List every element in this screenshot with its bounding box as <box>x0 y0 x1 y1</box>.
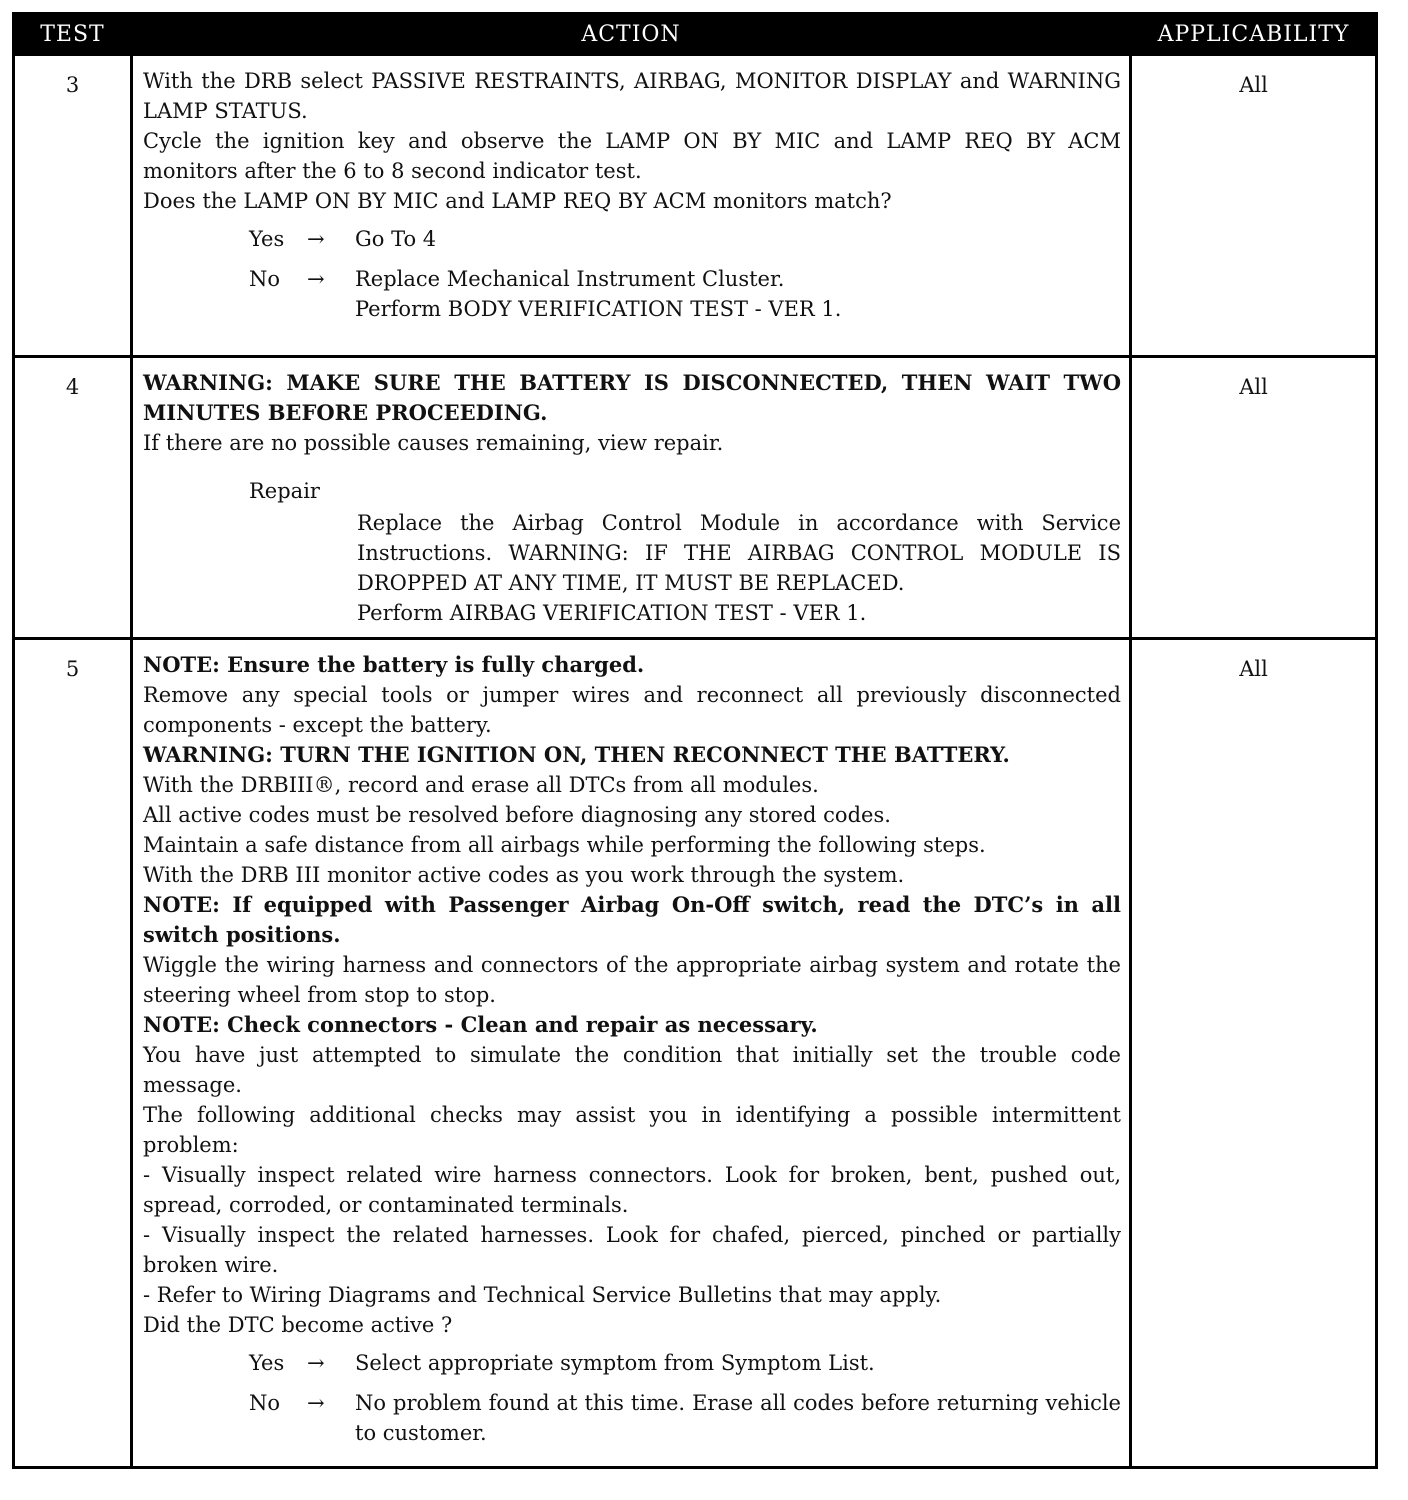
action-line: All active codes must be resolved before diagnosing any stored codes. <box>143 803 891 827</box>
action-cell <box>132 357 1131 639</box>
arrow-right-icon: → <box>307 267 325 291</box>
warning-text: WARNING: TURN THE IGNITION ON, THEN RECONNECT THE BATTERY. <box>143 742 1010 767</box>
repair-line: Replace the Airbag Control Module in accordance with Service Instructions. WARNING: IF THE AIRBAG CONTROL MODULE IS DROPPED AT ANY TIME, IT MUST BE REPLACED. <box>357 511 1121 595</box>
test-row-3 <box>14 55 1377 357</box>
no-option <box>249 264 1121 324</box>
answer-options <box>249 1348 1121 1448</box>
yes-result: Select appropriate symptom from Symptom List. <box>355 1351 875 1375</box>
header-row <box>14 14 1377 55</box>
test-row-4 <box>14 357 1377 639</box>
header-applicability: APPLICABILITY <box>1131 14 1377 55</box>
repair-text <box>357 508 1121 628</box>
yes-label: Yes <box>249 1351 285 1375</box>
note-text: NOTE: If equipped with Passenger Airbag On-Off switch, read the DTC’s in all switch positions. <box>143 892 1121 947</box>
action-cell <box>132 55 1131 357</box>
answer-options <box>249 224 1121 324</box>
action-line: - Visually inspect the related harnesses. Look for chafed, pierced, pinched or partially broken wire. <box>143 1223 1121 1277</box>
action-line: Wiggle the wiring harness and connectors of the appropriate airbag system and rotate the steering wheel from stop to stop. <box>143 953 1121 1007</box>
arrow-right-icon: → <box>307 1391 325 1415</box>
action-line: With the DRBIII®, record and erase all DTCs from all modules. <box>143 773 819 797</box>
no-result-line: Perform BODY VERIFICATION TEST - VER 1. <box>355 297 842 321</box>
no-label: No <box>249 267 281 291</box>
note-text: NOTE: Ensure the battery is fully charged. <box>143 652 645 677</box>
no-result-line: Replace Mechanical Instrument Cluster. <box>355 267 785 291</box>
repair-line: Perform AIRBAG VERIFICATION TEST - VER 1. <box>357 601 867 625</box>
warning-text: WARNING: MAKE SURE THE BATTERY IS DISCONNECTED, THEN WAIT TWO MINUTES BEFORE PROCEEDING. <box>143 370 1121 425</box>
applicability-cell: All <box>1131 55 1377 357</box>
action-line: Did the DTC become active ? <box>143 1313 453 1337</box>
header-test: TEST <box>14 14 132 55</box>
arrow-right-icon: → <box>307 227 325 251</box>
diagnostic-test-table-wrapper <box>12 12 1378 1482</box>
action-cell <box>132 639 1131 1468</box>
applicability-cell: All <box>1131 639 1377 1468</box>
action-line: The following additional checks may assist you in identifying a possible intermittent problem: <box>143 1103 1121 1157</box>
action-line: You have just attempted to simulate the condition that initially set the trouble code message. <box>143 1043 1121 1097</box>
yes-label: Yes <box>249 227 285 251</box>
test-number: 3 <box>14 55 132 357</box>
header-action: ACTION <box>132 14 1131 55</box>
no-result: No problem found at this time. Erase all codes before returning vehicle to customer. <box>355 1391 1121 1445</box>
action-line: Cycle the ignition key and observe the LAMP ON BY MIC and LAMP REQ BY ACM monitors after the 6 to 8 second indicator test. <box>143 129 1121 183</box>
action-line: Does the LAMP ON BY MIC and LAMP REQ BY ACM monitors match? <box>143 189 892 213</box>
no-option <box>249 1388 1121 1448</box>
action-line: With the DRB select PASSIVE RESTRAINTS, AIRBAG, MONITOR DISPLAY and WARNING LAMP STATUS. <box>143 69 1121 123</box>
action-line: With the DRB III monitor active codes as you work through the system. <box>143 863 905 887</box>
action-line: If there are no possible causes remaining, view repair. <box>143 431 724 455</box>
diagnostic-test-table <box>12 12 1378 1469</box>
arrow-right-icon: → <box>307 1351 325 1375</box>
action-line: - Refer to Wiring Diagrams and Technical Service Bulletins that may apply. <box>143 1283 942 1307</box>
test-number: 4 <box>14 357 132 639</box>
action-line: Maintain a safe distance from all airbags while performing the following steps. <box>143 833 986 857</box>
yes-option <box>249 1348 1121 1378</box>
test-row-5 <box>14 639 1377 1468</box>
action-line: Remove any special tools or jumper wires and reconnect all previously disconnected components - except the battery. <box>143 683 1121 737</box>
yes-result: Go To 4 <box>355 227 437 251</box>
repair-label: Repair <box>249 479 320 503</box>
no-result <box>355 264 1121 324</box>
test-number: 5 <box>14 639 132 1468</box>
applicability-cell: All <box>1131 357 1377 639</box>
no-label: No <box>249 1391 281 1415</box>
note-text: NOTE: Check connectors - Clean and repair as necessary. <box>143 1012 818 1037</box>
action-line: - Visually inspect related wire harness connectors. Look for broken, bent, pushed out, spread, corroded, or contaminated terminals. <box>143 1163 1121 1217</box>
yes-option <box>249 224 1121 254</box>
